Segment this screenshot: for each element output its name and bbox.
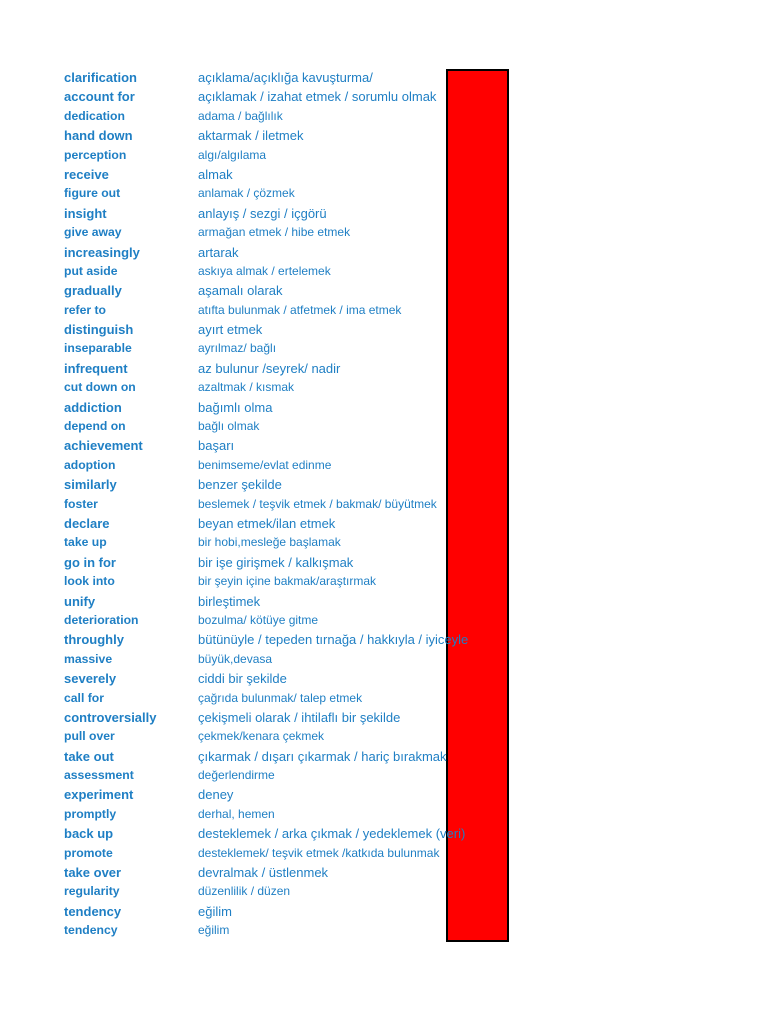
- vocabulary-row: [0, 533, 768, 552]
- turkish-meaning: bir işe girişmek / kalkışmak: [198, 554, 354, 570]
- vocabulary-row: [0, 301, 768, 320]
- turkish-meaning: beyan etmek/ilan etmek: [198, 515, 336, 531]
- turkish-meaning: eğilim: [198, 923, 230, 938]
- vocabulary-row: [0, 146, 768, 165]
- vocabulary-row: [0, 339, 768, 358]
- vocabulary-row: [0, 243, 768, 262]
- english-term: refer to: [64, 302, 106, 317]
- turkish-meaning: eğilim: [198, 903, 232, 919]
- english-term: tendency: [64, 923, 118, 938]
- vocabulary-row: [0, 262, 768, 281]
- english-term: cut down on: [64, 380, 136, 395]
- vocabulary-row: [0, 592, 768, 611]
- turkish-meaning: bağlı olmak: [198, 419, 260, 434]
- vocabulary-row: [0, 727, 768, 746]
- turkish-meaning: çekmek/kenara çekmek: [198, 729, 325, 744]
- english-term: depend on: [64, 419, 126, 434]
- vocabulary-row: [0, 514, 768, 533]
- vocabulary-row: [0, 650, 768, 669]
- turkish-meaning: artarak: [198, 244, 239, 260]
- english-term: go in for: [64, 554, 116, 570]
- english-term: declare: [64, 515, 110, 531]
- turkish-meaning: adama / bağlılık: [198, 108, 283, 123]
- turkish-meaning: algı/algılama: [198, 147, 267, 162]
- turkish-meaning: bir hobi,mesleğe başlamak: [198, 535, 341, 550]
- english-term: call for: [64, 690, 104, 705]
- english-term: back up: [64, 826, 114, 842]
- english-term: gradually: [64, 283, 122, 299]
- english-term: figure out: [64, 186, 121, 201]
- vocabulary-row: [0, 611, 768, 630]
- english-term: deterioration: [64, 612, 139, 627]
- turkish-meaning: bağımlı olma: [198, 399, 273, 415]
- english-term: insight: [64, 205, 107, 221]
- turkish-meaning: benzer şekilde: [198, 477, 282, 493]
- turkish-meaning: ayrılmaz/ bağlı: [198, 341, 277, 356]
- turkish-meaning: büyük,devasa: [198, 651, 273, 666]
- english-term: tendency: [64, 903, 122, 919]
- english-term: adoption: [64, 457, 116, 472]
- vocabulary-row: [0, 669, 768, 688]
- turkish-meaning: benimseme/evlat edinme: [198, 457, 332, 472]
- vocabulary-row: [0, 475, 768, 494]
- english-term: look into: [64, 574, 115, 589]
- english-term: put aside: [64, 263, 118, 278]
- turkish-meaning: açıklamak / izahat etmek / sorumlu olmak: [198, 89, 437, 105]
- vocabulary-row: [0, 378, 768, 397]
- vocabulary-row: [0, 184, 768, 203]
- turkish-meaning: atıfta bulunmak / atfetmek / ima etmek: [198, 302, 402, 317]
- vocabulary-row: [0, 223, 768, 242]
- english-term: throughly: [64, 632, 124, 648]
- vocabulary-row: [0, 68, 768, 87]
- turkish-meaning: açıklama/açıklığa kavuşturma/: [198, 70, 373, 85]
- turkish-meaning: bir şeyin içine bakmak/araştırmak: [198, 574, 377, 589]
- english-term: give away: [64, 225, 122, 240]
- vocabulary-row: [0, 630, 768, 649]
- vocabulary-row: [0, 921, 768, 940]
- turkish-meaning: aktarmak / iletmek: [198, 128, 304, 144]
- english-term: inseparable: [64, 341, 132, 356]
- turkish-meaning: ayırt etmek: [198, 322, 263, 338]
- vocabulary-list: [0, 68, 768, 941]
- vocabulary-row: [0, 320, 768, 339]
- vocabulary-row: [0, 902, 768, 921]
- vocabulary-row: [0, 436, 768, 455]
- english-term: foster: [64, 496, 98, 511]
- english-term: promptly: [64, 806, 117, 821]
- vocabulary-row: [0, 398, 768, 417]
- english-term: massive: [64, 651, 113, 666]
- vocabulary-row: [0, 417, 768, 436]
- turkish-meaning: desteklemek/ teşvik etmek /katkıda bulunmak: [198, 845, 440, 860]
- english-term: account for: [64, 89, 135, 105]
- turkish-meaning: bütünüyle / tepeden tırnağa / hakkıyla / iyiceyle: [198, 632, 469, 648]
- vocabulary-row: [0, 766, 768, 785]
- english-term: severely: [64, 671, 117, 687]
- english-term: infrequent: [64, 360, 128, 376]
- english-term: take over: [64, 865, 122, 881]
- english-term: pull over: [64, 729, 115, 744]
- english-term: achievement: [64, 438, 143, 454]
- vocabulary-row: [0, 785, 768, 804]
- turkish-meaning: çekişmeli olarak / ihtilaflı bir şekilde: [198, 709, 401, 725]
- english-term: distinguish: [64, 322, 134, 338]
- turkish-meaning: beslemek / teşvik etmek / bakmak/ büyütmek: [198, 496, 437, 511]
- english-term: dedication: [64, 108, 125, 123]
- english-term: similarly: [64, 477, 117, 493]
- english-term: addiction: [64, 399, 122, 415]
- turkish-meaning: almak: [198, 166, 233, 182]
- turkish-meaning: desteklemek / arka çıkmak / yedeklemek (veri): [198, 826, 466, 842]
- turkish-meaning: bozulma/ kötüye gitme: [198, 612, 319, 627]
- turkish-meaning: düzenlilik / düzen: [198, 884, 291, 899]
- turkish-meaning: ciddi bir şekilde: [198, 671, 287, 687]
- turkish-meaning: değerlendirme: [198, 768, 275, 783]
- english-term: assessment: [64, 768, 134, 783]
- vocabulary-row: [0, 204, 768, 223]
- turkish-meaning: devralmak / üstlenmek: [198, 865, 329, 881]
- vocabulary-row: [0, 844, 768, 863]
- english-term: clarification: [64, 70, 137, 85]
- english-term: take up: [64, 535, 107, 550]
- turkish-meaning: derhal, hemen: [198, 806, 275, 821]
- vocabulary-row: [0, 165, 768, 184]
- english-term: take out: [64, 748, 114, 764]
- vocabulary-row: [0, 126, 768, 145]
- vocabulary-row: [0, 107, 768, 126]
- vocabulary-row: [0, 805, 768, 824]
- vocabulary-row: [0, 281, 768, 300]
- english-term: experiment: [64, 787, 134, 803]
- turkish-meaning: anlamak / çözmek: [198, 186, 295, 201]
- english-term: increasingly: [64, 244, 140, 260]
- turkish-meaning: askıya almak / ertelemek: [198, 263, 331, 278]
- vocabulary-row: [0, 824, 768, 843]
- english-term: promote: [64, 845, 113, 860]
- vocabulary-row: [0, 87, 768, 106]
- turkish-meaning: başarı: [198, 438, 235, 454]
- turkish-meaning: aşamalı olarak: [198, 283, 283, 299]
- vocabulary-row: [0, 572, 768, 591]
- vocabulary-row: [0, 456, 768, 475]
- english-term: perception: [64, 147, 127, 162]
- turkish-meaning: az bulunur /seyrek/ nadir: [198, 360, 341, 376]
- vocabulary-row: [0, 882, 768, 901]
- vocabulary-row: [0, 708, 768, 727]
- turkish-meaning: çıkarmak / dışarı çıkarmak / hariç bırakmak: [198, 748, 447, 764]
- english-term: hand down: [64, 128, 133, 144]
- vocabulary-row: [0, 359, 768, 378]
- turkish-meaning: armağan etmek / hibe etmek: [198, 225, 351, 240]
- english-term: unify: [64, 593, 96, 609]
- vocabulary-row: [0, 747, 768, 766]
- english-term: receive: [64, 166, 109, 182]
- english-term: controversially: [64, 709, 157, 725]
- turkish-meaning: deney: [198, 787, 234, 803]
- turkish-meaning: çağrıda bulunmak/ talep etmek: [198, 690, 363, 705]
- vocabulary-row: [0, 863, 768, 882]
- english-term: regularity: [64, 884, 120, 899]
- turkish-meaning: anlayış / sezgi / içgörü: [198, 205, 327, 221]
- turkish-meaning: birleştimek: [198, 593, 261, 609]
- turkish-meaning: azaltmak / kısmak: [198, 380, 295, 395]
- vocabulary-row: [0, 553, 768, 572]
- vocabulary-row: [0, 495, 768, 514]
- vocabulary-row: [0, 689, 768, 708]
